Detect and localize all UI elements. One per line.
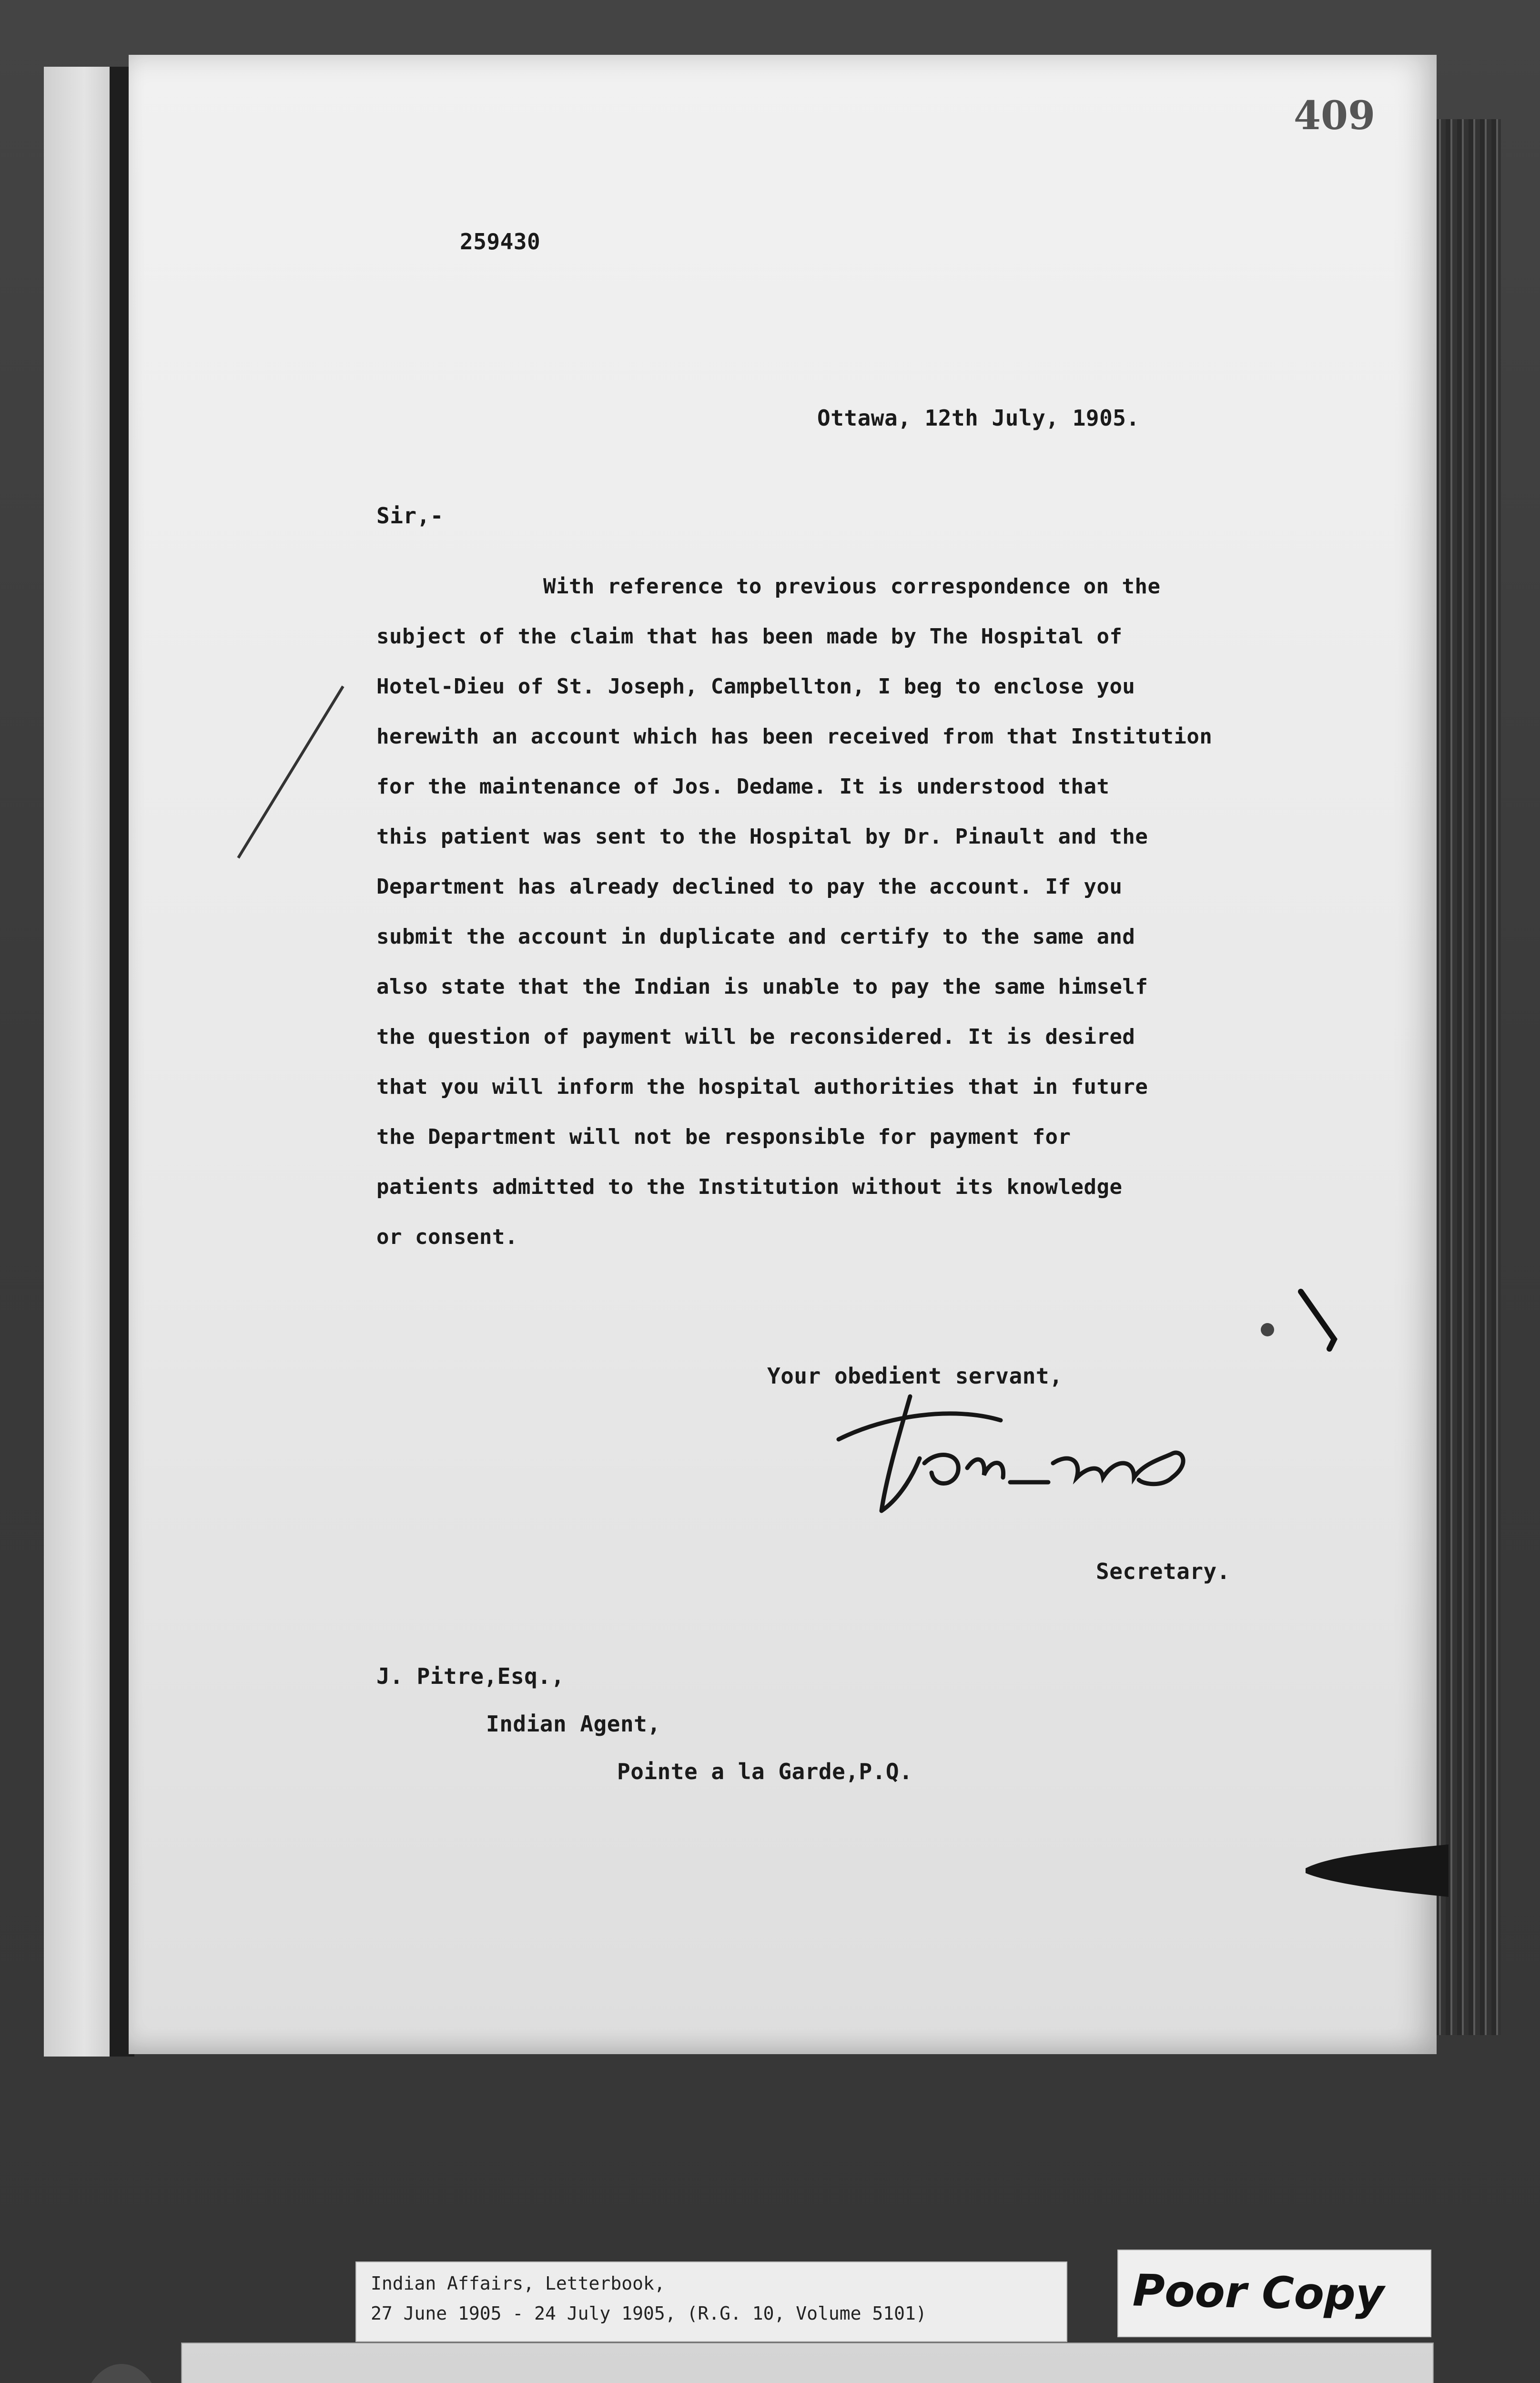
quality-note: Poor Copy: [1132, 2265, 1385, 2321]
body-line: that you will inform the hospital authorities that in future: [376, 1075, 1148, 1099]
body-line: submit the account in duplicate and certify to the same and: [376, 925, 1135, 949]
addressee-place: Pointe a la Garde,P.Q.: [617, 1759, 913, 1784]
margin-stroke: [233, 682, 357, 872]
finger-shadow: [1306, 1840, 1449, 1906]
body-line: Hotel-Dieu of St. Joseph, Campbellton, I beg to enclose you: [376, 674, 1135, 699]
salutation: Sir,-: [376, 503, 444, 529]
source-label-line: Indian Affairs, Letterbook,: [371, 2273, 665, 2294]
page-number: 409: [1294, 93, 1376, 139]
body-line: the question of payment will be reconsidered. It is desired: [376, 1025, 1135, 1049]
handwritten-signature: [829, 1387, 1277, 1530]
addressee-name: J. Pitre,Esq.,: [376, 1663, 565, 1689]
body-line: the Department will not be responsible for payment for: [376, 1125, 1071, 1149]
source-label-line: 27 June 1905 - 24 July 1905, (R.G. 10, Volume 5101): [371, 2303, 927, 2324]
file-number: 259430: [460, 229, 541, 255]
body-line: also state that the Indian is unable to pay the same himself: [376, 975, 1148, 999]
tick-mark: [1239, 1287, 1353, 1363]
body-line: subject of the claim that has been made by The Hospital of: [376, 624, 1123, 649]
source-label: [355, 2261, 1067, 2342]
closing: Your obedient servant,: [767, 1363, 1063, 1389]
archive-stamp: [181, 2342, 1434, 2383]
addressee-title: Indian Agent,: [486, 1711, 661, 1737]
body-line: this patient was sent to the Hospital by Dr. Pinault and the: [376, 825, 1148, 849]
body-line: herewith an account which has been received from that Institution: [376, 724, 1213, 749]
body-line: or consent.: [376, 1225, 518, 1249]
body-line: patients admitted to the Institution without its knowledge: [376, 1175, 1123, 1199]
body-line: Department has already declined to pay the account. If you: [376, 875, 1123, 899]
dateline: Ottawa, 12th July, 1905.: [817, 405, 1140, 431]
letter-page: [129, 55, 1437, 2054]
body-line: for the maintenance of Jos. Dedame. It is understood that: [376, 774, 1110, 799]
body-line: With reference to previous correspondence on the: [543, 574, 1161, 599]
page-edges: [1434, 119, 1501, 2035]
quality-note-card: [1117, 2250, 1431, 2337]
signer-title: Secretary.: [1096, 1558, 1230, 1584]
